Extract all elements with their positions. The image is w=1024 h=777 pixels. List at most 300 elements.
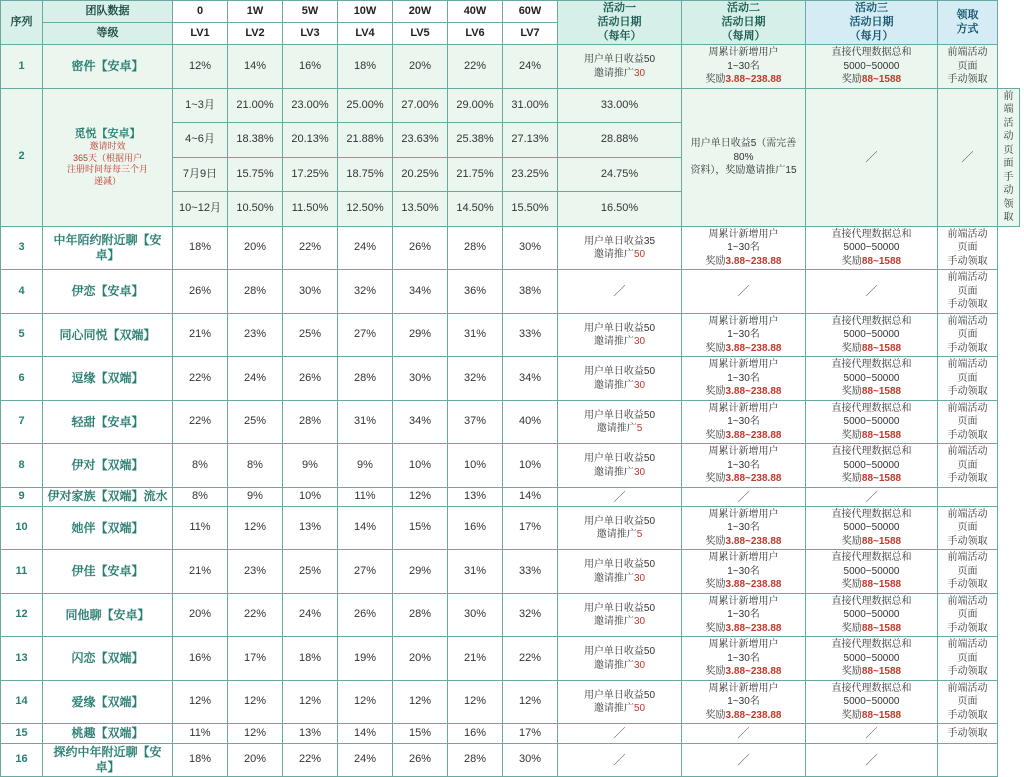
rate-cell: 23.63% bbox=[393, 123, 448, 158]
header-level-0: 0 bbox=[173, 1, 228, 23]
rate-cell: 40% bbox=[503, 400, 558, 444]
receive-method-cell bbox=[938, 45, 998, 89]
header-team-data: 团队数据 bbox=[43, 1, 173, 23]
activity-2-line2: 1~30名 bbox=[727, 565, 760, 577]
rate-cell: 29.00% bbox=[448, 88, 503, 123]
receive-line: 页面 bbox=[957, 696, 978, 708]
rate-cell: 29% bbox=[393, 550, 448, 594]
activity-3-line2: 5000~50000 bbox=[843, 242, 900, 254]
receive-line: 页面 bbox=[957, 609, 978, 621]
rate-cell: 18% bbox=[283, 637, 338, 681]
header-lv-6: LV7 bbox=[503, 23, 558, 45]
activity-2-line2: 1~30名 bbox=[727, 609, 760, 621]
header-level-2: 5W bbox=[283, 1, 338, 23]
activity-1-invite-value: 30 bbox=[633, 466, 646, 478]
activity-2-line1: 周累计新增用户 bbox=[708, 552, 779, 564]
rate-cell: 16% bbox=[448, 724, 503, 743]
activity-1-cell bbox=[558, 550, 682, 594]
activity-2-reward: 奖励3.88~238.88 bbox=[705, 255, 782, 267]
activity-3-reward: 奖励88~1588 bbox=[841, 579, 902, 591]
rate-cell: 31.00% bbox=[503, 88, 558, 123]
activity-3-cell bbox=[806, 637, 938, 681]
activity-1-income: 用户单日收益50 bbox=[583, 559, 656, 571]
activity-1-invite-value: 50 bbox=[633, 249, 646, 260]
rate-cell: 34% bbox=[393, 400, 448, 444]
rate-cell: 34% bbox=[393, 270, 448, 314]
receive-line: 手动领取 bbox=[947, 74, 988, 86]
activity-1-invite bbox=[560, 335, 679, 349]
name-sub-2: 365天（根据用户 bbox=[72, 152, 143, 163]
activity-1-cell bbox=[558, 724, 682, 743]
table-row bbox=[1, 550, 1020, 594]
rate-cell: 30% bbox=[503, 226, 558, 270]
activity-1-invite-value: 30 bbox=[633, 379, 646, 391]
rate-cell: 30% bbox=[448, 593, 503, 637]
rate-cell: 19% bbox=[338, 637, 393, 681]
activity-3-reward: 奖励88~1588 bbox=[841, 666, 902, 678]
receive-line: 页面 bbox=[957, 242, 978, 254]
activity-2-cell bbox=[806, 88, 938, 226]
activity-1-invite-label: 邀请推广 bbox=[593, 572, 634, 584]
row-index: 5 bbox=[1, 313, 43, 357]
activity-1-cell bbox=[558, 400, 682, 444]
table-row bbox=[1, 743, 1020, 776]
rate-cell: 14.50% bbox=[448, 192, 503, 227]
activity-3-reward: 奖励88~1588 bbox=[841, 473, 902, 485]
rate-cell: 12% bbox=[393, 487, 448, 506]
activity-1-cell bbox=[558, 487, 682, 506]
rate-cell: 14% bbox=[338, 506, 393, 550]
activity-2-cell bbox=[682, 593, 806, 637]
activity-1-income: 用户单日收益50 bbox=[583, 515, 656, 527]
activity-1-cell bbox=[558, 313, 682, 357]
activity-3-cell bbox=[806, 593, 938, 637]
activity-1-invite-label: 邀请推广 bbox=[593, 249, 634, 260]
rate-cell: 30% bbox=[503, 743, 558, 776]
row-index: 14 bbox=[1, 680, 43, 724]
table-body bbox=[1, 45, 1020, 776]
rate-cell: 38% bbox=[503, 270, 558, 314]
activity-1-slash: ／ bbox=[613, 726, 626, 741]
activity-2-line2: 1~30名 bbox=[727, 522, 760, 534]
receive-line: 前端活动 bbox=[947, 595, 988, 607]
rate-cell: 20.13% bbox=[283, 123, 338, 158]
activity-1-invite-label: 邀请推广 bbox=[596, 529, 637, 541]
header-seq: 序列 bbox=[1, 1, 43, 45]
rate-cell: 12% bbox=[173, 680, 228, 724]
receive-method-cell bbox=[938, 550, 998, 594]
activity-1-slash: ／ bbox=[613, 489, 626, 504]
rate-cell: 16.50% bbox=[558, 192, 682, 227]
rate-cell: 26% bbox=[173, 270, 228, 314]
activity-1-invite-value: 5 bbox=[636, 423, 643, 434]
activity-2-cell bbox=[682, 637, 806, 681]
activity-3-line1: 直接代理数据总和 bbox=[831, 552, 912, 564]
rate-cell: 30% bbox=[393, 357, 448, 401]
row-index: 11 bbox=[1, 550, 43, 594]
receive-line: 手动领取 bbox=[947, 622, 988, 634]
header-lv-2: LV3 bbox=[283, 23, 338, 45]
rate-cell: 25.00% bbox=[338, 88, 393, 123]
activity-3-line1: 活动三 bbox=[855, 2, 888, 14]
rate-cell: 33% bbox=[503, 313, 558, 357]
receive-line1: 领取 bbox=[956, 8, 979, 21]
rate-cell: 14% bbox=[338, 724, 393, 743]
table-row bbox=[1, 724, 1020, 743]
app-name-cell: 同他聊【安卓】 bbox=[43, 593, 173, 637]
rate-cell: 36% bbox=[448, 270, 503, 314]
receive-line: 页面 bbox=[957, 459, 978, 471]
receive-line: 手动领取 bbox=[947, 429, 988, 441]
activity-3-slash: ／ bbox=[865, 489, 878, 504]
app-name-cell: 中年陌约附近聊【安卓】 bbox=[43, 226, 173, 270]
row-index: 2 bbox=[1, 88, 43, 226]
activity-3-cell bbox=[938, 88, 998, 226]
rate-cell: 12% bbox=[503, 680, 558, 724]
activity-1-income: 用户单日收益35 bbox=[583, 235, 656, 247]
receive-line: 前端活动 bbox=[947, 228, 988, 240]
receive-method-cell bbox=[938, 400, 998, 444]
activity-3-line1: 直接代理数据总和 bbox=[831, 508, 912, 520]
receive-line: 页面 bbox=[957, 565, 978, 577]
table-row bbox=[1, 593, 1020, 637]
activity-1-cell bbox=[558, 226, 682, 270]
rate-cell: 28% bbox=[283, 400, 338, 444]
row-index: 6 bbox=[1, 357, 43, 401]
activity-3-reward: 奖励88~1588 bbox=[841, 709, 902, 721]
header-activity-3 bbox=[806, 1, 938, 45]
rate-cell: 20% bbox=[173, 593, 228, 637]
header-lv-4: LV5 bbox=[393, 23, 448, 45]
rate-cell: 16% bbox=[283, 45, 338, 89]
rate-cell: 16% bbox=[448, 506, 503, 550]
activity-2-line1: 周累计新增用户 bbox=[708, 315, 779, 327]
activity-2-cell bbox=[682, 506, 806, 550]
activity-1-line2: 活动日期 bbox=[597, 15, 642, 28]
rate-cell: 15.75% bbox=[228, 157, 283, 192]
table-header bbox=[1, 1, 1020, 45]
receive-line: 前端活动 bbox=[947, 315, 988, 327]
activity-1-invite bbox=[560, 615, 679, 629]
header-level-4: 20W bbox=[393, 1, 448, 23]
receive-method-cell bbox=[938, 487, 998, 506]
rate-cell: 22% bbox=[173, 400, 228, 444]
activity-3-line1: 直接代理数据总和 bbox=[831, 47, 912, 59]
rate-cell: 26% bbox=[393, 743, 448, 776]
rate-cell: 21.75% bbox=[448, 157, 503, 192]
activity-3-line2: 5000~50000 bbox=[843, 60, 900, 72]
activity-1-income: 用户单日收益50 bbox=[583, 409, 656, 421]
rate-cell: 20% bbox=[228, 226, 283, 270]
row-index: 12 bbox=[1, 593, 43, 637]
activity-3-line1: 直接代理数据总和 bbox=[831, 402, 912, 414]
activity-3-line2: 活动日期 bbox=[849, 15, 894, 28]
rate-cell: 28% bbox=[393, 593, 448, 637]
rate-cell: 21% bbox=[173, 550, 228, 594]
rate-cell: 22% bbox=[283, 226, 338, 270]
rate-cell: 11.50% bbox=[283, 192, 338, 227]
receive-line: 手动领取 bbox=[947, 342, 988, 354]
app-name-cell: 探约中年附近聊【安卓】 bbox=[43, 743, 173, 776]
name-sub-1: 邀请时效 bbox=[89, 141, 126, 152]
activity-3-line2: 5000~50000 bbox=[843, 459, 900, 471]
activity-3-cell bbox=[806, 45, 938, 89]
activity-1-note: 用户单日收益5（需完善80% bbox=[690, 138, 797, 163]
rate-cell: 12% bbox=[338, 680, 393, 724]
rate-cell: 14% bbox=[503, 487, 558, 506]
table-row bbox=[1, 226, 1020, 270]
activity-2-reward: 奖励3.88~238.88 bbox=[705, 622, 782, 634]
activity-2-reward: 奖励3.88~238.88 bbox=[705, 342, 782, 354]
row-index: 15 bbox=[1, 724, 43, 743]
activity-2-line1: 周累计新增用户 bbox=[708, 359, 779, 371]
rate-cell: 17% bbox=[228, 637, 283, 681]
rate-cell: 24% bbox=[283, 593, 338, 637]
activity-3-cell bbox=[806, 487, 938, 506]
rate-cell: 25% bbox=[283, 550, 338, 594]
activity-3-line1: 直接代理数据总和 bbox=[831, 315, 912, 327]
activity-1-line1: 活动一 bbox=[603, 2, 636, 14]
activity-1-income: 用户单日收益50 bbox=[583, 366, 656, 377]
rate-cell: 18% bbox=[338, 45, 393, 89]
rate-cell: 12% bbox=[173, 45, 228, 89]
receive-line: 手动领取 bbox=[947, 535, 988, 547]
name-sub-3: 注册时间每每三个月 bbox=[66, 164, 148, 175]
app-name-cell: 她伴【双端】 bbox=[43, 506, 173, 550]
activity-3-slash: ／ bbox=[865, 726, 878, 741]
rate-cell: 21% bbox=[448, 637, 503, 681]
activity-1-invite bbox=[560, 67, 679, 81]
activity-2-cell bbox=[682, 400, 806, 444]
activity-1-slash: ／ bbox=[613, 752, 626, 767]
receive-method-cell bbox=[938, 444, 998, 488]
activity-3-line1: 直接代理数据总和 bbox=[831, 595, 912, 607]
rate-cell: 13% bbox=[283, 724, 338, 743]
receive-method-cell bbox=[938, 637, 998, 681]
table-row bbox=[1, 88, 1020, 123]
activity-2-line1: 周累计新增用户 bbox=[708, 595, 779, 607]
row-index: 3 bbox=[1, 226, 43, 270]
rate-cell: 8% bbox=[228, 444, 283, 488]
receive-method-cell bbox=[938, 743, 998, 776]
activity-2-line1: 周累计新增用户 bbox=[708, 682, 779, 694]
activity-3-cell bbox=[806, 357, 938, 401]
activity-1-invite-value: 30 bbox=[633, 336, 646, 347]
rate-cell: 12% bbox=[228, 724, 283, 743]
header-lv-5: LV6 bbox=[448, 23, 503, 45]
rate-cell: 23% bbox=[228, 313, 283, 357]
activity-2-cell bbox=[682, 444, 806, 488]
rate-cell: 9% bbox=[338, 444, 393, 488]
rate-cell: 34% bbox=[503, 357, 558, 401]
table-row bbox=[1, 45, 1020, 89]
rate-cell: 22% bbox=[283, 743, 338, 776]
activity-1-invite bbox=[560, 466, 679, 480]
activity-2-line2: 1~30名 bbox=[727, 459, 760, 471]
rate-cell: 27.13% bbox=[503, 123, 558, 158]
activity-2-line2: 1~30名 bbox=[727, 696, 760, 708]
app-name-cell: 伊佳【安卓】 bbox=[43, 550, 173, 594]
header-level-1: 1W bbox=[228, 1, 283, 23]
header-row-1 bbox=[1, 1, 1020, 23]
rate-cell: 11% bbox=[173, 724, 228, 743]
activity-2-line2: 活动日期 bbox=[721, 15, 766, 28]
rate-cell: 10% bbox=[393, 444, 448, 488]
activity-3-line2: 5000~50000 bbox=[843, 696, 900, 708]
receive-line2: 方式 bbox=[956, 22, 979, 35]
header-level-label: 等级 bbox=[43, 23, 173, 45]
app-name-cell bbox=[43, 88, 173, 226]
rate-cell: 23.00% bbox=[283, 88, 338, 123]
activity-1-income: 用户单日收益50 bbox=[583, 602, 656, 614]
receive-method-cell bbox=[998, 88, 1020, 226]
receive-line: 页面 bbox=[957, 60, 978, 72]
rate-cell: 31% bbox=[338, 400, 393, 444]
row-index: 16 bbox=[1, 743, 43, 776]
activity-2-reward: 奖励3.88~238.88 bbox=[705, 666, 782, 678]
table-row bbox=[1, 506, 1020, 550]
receive-line: 前端活动 bbox=[947, 508, 988, 520]
activity-1-invite-label: 邀请推广 bbox=[593, 659, 634, 671]
rate-cell: 20% bbox=[393, 637, 448, 681]
receive-line: 前端活动 bbox=[947, 552, 988, 564]
rate-cell: 8% bbox=[173, 444, 228, 488]
activity-1-cell bbox=[558, 593, 682, 637]
activity-2-line1: 周累计新增用户 bbox=[708, 228, 779, 240]
receive-line: 手动领取 bbox=[947, 666, 988, 678]
rate-cell: 14% bbox=[228, 45, 283, 89]
table-row bbox=[1, 357, 1020, 401]
table-row bbox=[1, 400, 1020, 444]
activity-3-reward: 奖励88~1588 bbox=[841, 429, 902, 441]
activity-1-invite-value: 50 bbox=[633, 703, 646, 715]
rate-cell: 12% bbox=[228, 680, 283, 724]
rate-cell: 33% bbox=[503, 550, 558, 594]
activity-3-reward: 奖励88~1588 bbox=[841, 622, 902, 634]
activity-2-reward: 奖励3.88~238.88 bbox=[705, 579, 782, 591]
activity-1-cell bbox=[558, 270, 682, 314]
activity-2-line1: 周累计新增用户 bbox=[708, 402, 779, 414]
rate-cell: 32% bbox=[338, 270, 393, 314]
receive-line: 页面 bbox=[957, 329, 978, 341]
app-name-cell: 伊对【双端】 bbox=[43, 444, 173, 488]
table-row bbox=[1, 270, 1020, 314]
activity-1-invite-label: 邀请推广 bbox=[593, 336, 634, 347]
activity-2-slash: ／ bbox=[737, 726, 750, 741]
rate-cell: 27.00% bbox=[393, 88, 448, 123]
activity-2-reward: 奖励3.88~238.88 bbox=[705, 74, 782, 86]
app-name-cell: 伊对家族【双端】流水 bbox=[43, 487, 173, 506]
rate-cell: 24% bbox=[338, 226, 393, 270]
activity-2-cell bbox=[682, 487, 806, 506]
activity-3-cell bbox=[806, 506, 938, 550]
rate-cell: 26% bbox=[393, 226, 448, 270]
activity-1-income: 用户单日收益50 bbox=[583, 54, 656, 65]
header-level-6: 60W bbox=[503, 1, 558, 23]
activity-3-reward: 奖励88~1588 bbox=[841, 342, 902, 354]
activity-3-cell bbox=[806, 400, 938, 444]
rate-cell: 22% bbox=[173, 357, 228, 401]
receive-line: 页面 bbox=[957, 416, 978, 428]
table-row bbox=[1, 487, 1020, 506]
app-name-cell: 伊恋【安卓】 bbox=[43, 270, 173, 314]
activity-1-income: 用户单日收益50 bbox=[583, 453, 656, 464]
header-level-3: 10W bbox=[338, 1, 393, 23]
activity-1-invite-label: 邀请推广 bbox=[593, 466, 634, 478]
rate-cell: 15% bbox=[393, 724, 448, 743]
rate-cell: 11% bbox=[338, 487, 393, 506]
receive-method-cell bbox=[938, 506, 998, 550]
table-row bbox=[1, 680, 1020, 724]
rate-cell: 10.50% bbox=[228, 192, 283, 227]
receive-line: 前端活动 bbox=[947, 682, 988, 694]
activity-3-line2: 5000~50000 bbox=[843, 372, 900, 384]
row-index: 10 bbox=[1, 506, 43, 550]
receive-line: 前端活动 bbox=[947, 359, 988, 371]
header-lv-3: LV4 bbox=[338, 23, 393, 45]
rate-cell: 17% bbox=[503, 724, 558, 743]
activity-2-line2: 1~30名 bbox=[727, 60, 760, 72]
row-index: 4 bbox=[1, 270, 43, 314]
activity-3-line2: 5000~50000 bbox=[843, 522, 900, 534]
activity-1-invite-label: 邀请推广 bbox=[593, 67, 634, 79]
activity-2-cell bbox=[682, 226, 806, 270]
activity-3-slash: ／ bbox=[961, 150, 974, 165]
receive-method-cell bbox=[938, 357, 998, 401]
rate-cell: 18% bbox=[173, 743, 228, 776]
activity-1-income: 用户单日收益50 bbox=[583, 689, 656, 701]
activity-1-invite-value: 30 bbox=[633, 67, 646, 79]
activity-1-invite bbox=[560, 659, 679, 673]
activity-1-income: 用户单日收益50 bbox=[583, 646, 656, 658]
activity-1-cell bbox=[558, 357, 682, 401]
activity-3-slash: ／ bbox=[865, 752, 878, 767]
activity-1-cell bbox=[558, 444, 682, 488]
activity-1-cell bbox=[558, 637, 682, 681]
rate-cell: 9% bbox=[283, 444, 338, 488]
receive-line: 手动领取 bbox=[947, 727, 988, 739]
receive-method-cell bbox=[938, 593, 998, 637]
activity-2-reward: 奖励3.88~238.88 bbox=[705, 473, 782, 485]
activity-1-invite bbox=[560, 248, 679, 262]
rate-cell: 12% bbox=[283, 680, 338, 724]
activity-2-line2: 1~30名 bbox=[727, 416, 760, 428]
rate-cell: 22% bbox=[503, 637, 558, 681]
activity-1-invite bbox=[560, 379, 679, 393]
rate-cell: 32% bbox=[448, 357, 503, 401]
receive-line: 页面 bbox=[1003, 144, 1014, 170]
app-name-cell: 桃趣【双端】 bbox=[43, 724, 173, 743]
activity-1-cell bbox=[558, 743, 682, 776]
activity-2-cell bbox=[682, 550, 806, 594]
activity-3-slash: ／ bbox=[865, 284, 878, 299]
activity-1-cell bbox=[682, 88, 806, 226]
activity-2-cell bbox=[682, 45, 806, 89]
receive-line: 手动领取 bbox=[947, 386, 988, 398]
activity-1-note: 资料），奖励邀请推广15 bbox=[690, 165, 797, 176]
activity-3-line2: 5000~50000 bbox=[843, 565, 900, 577]
header-lv-0: LV1 bbox=[173, 23, 228, 45]
rate-cell: 13.50% bbox=[393, 192, 448, 227]
rate-cell: 13% bbox=[448, 487, 503, 506]
rate-cell: 13% bbox=[283, 506, 338, 550]
period-label: 10~12月 bbox=[173, 192, 228, 227]
rate-cell: 17% bbox=[503, 506, 558, 550]
rate-cell: 23% bbox=[228, 550, 283, 594]
rate-cell: 37% bbox=[448, 400, 503, 444]
rate-cell: 31% bbox=[448, 550, 503, 594]
activity-3-cell bbox=[806, 743, 938, 776]
